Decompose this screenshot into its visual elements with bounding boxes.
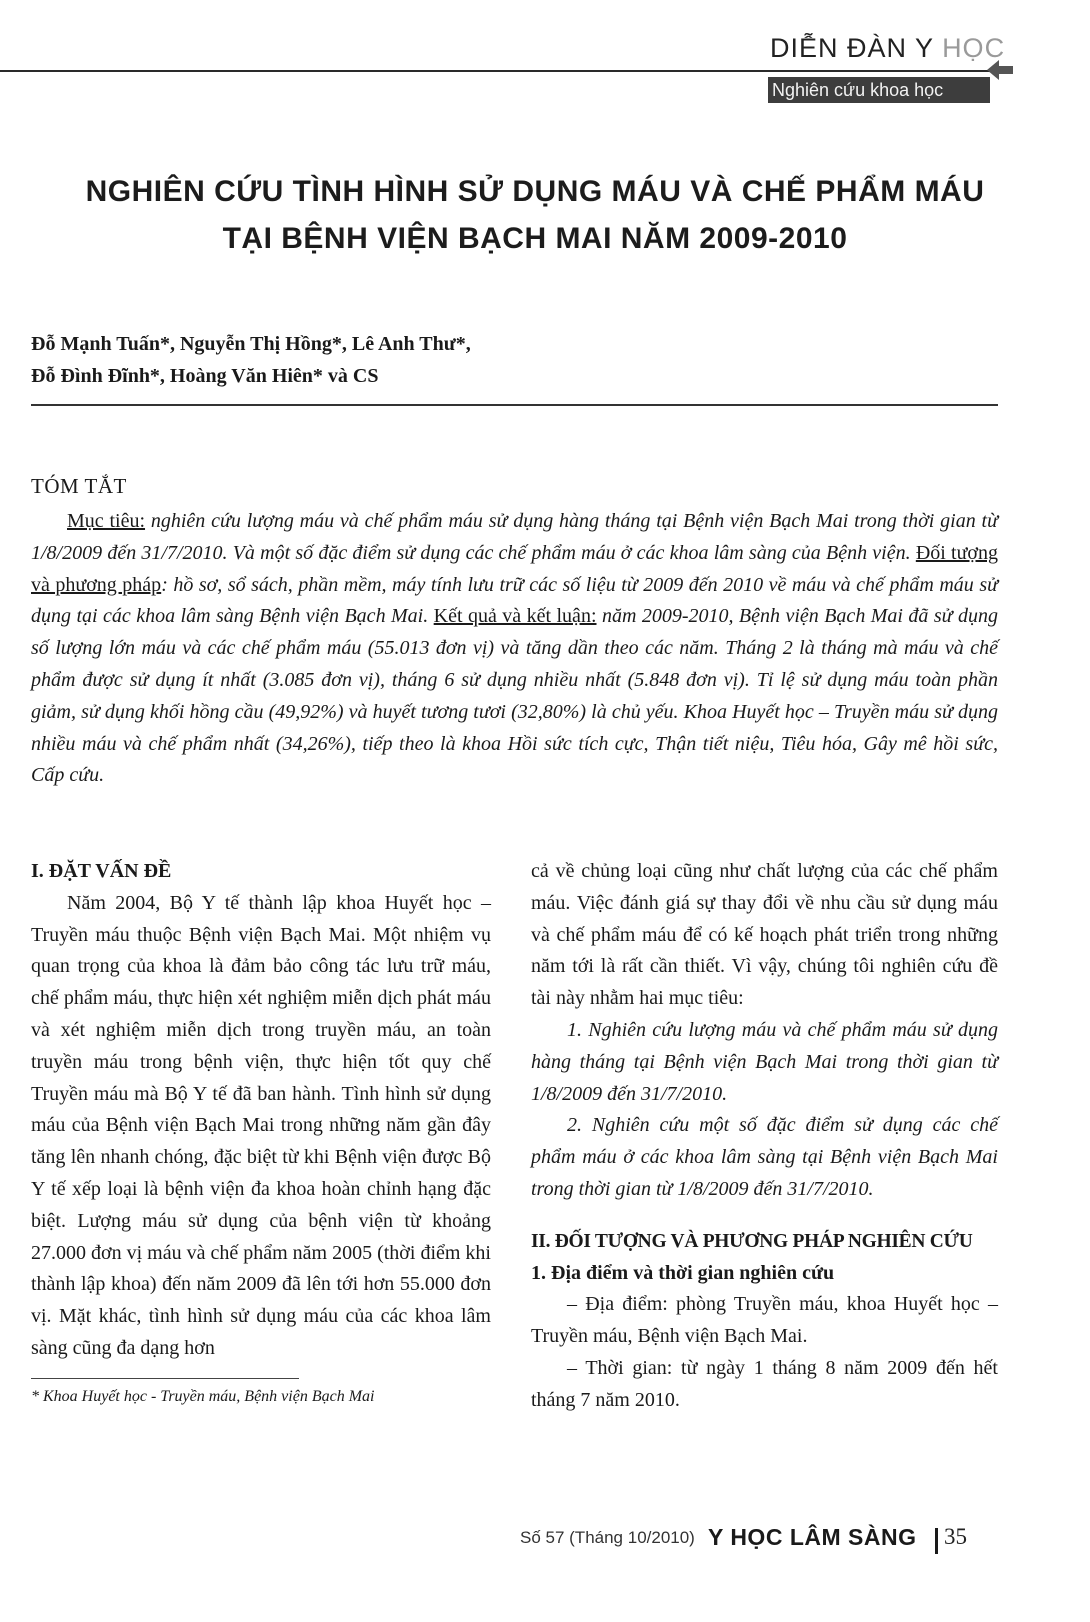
- author-list: [31, 328, 831, 392]
- abstract-key-objective: Mục tiêu:: [67, 510, 146, 532]
- footer-separator: [935, 1528, 938, 1554]
- page-number: 35: [944, 1524, 967, 1549]
- intro-paragraph: Năm 2004, Bộ Y tế thành lập khoa Huyết học – Truyền máu thuộc Bệnh viện Bạch Mai. Một nhiệm vụ quan trọng của khoa là đảm bảo công tác lưu trữ máu, chế phẩm máu, thực hiện xét nghiệm miễn dịch phát máu và xét nghiệm miễn dịch trong truyền máu, an toàn truyền máu trong bệnh viện, thực hiện tốt quy chế Truyền máu mà Bộ Y tế đã ban hành. Tình hình sử dụng máu của Bệnh viện Bạch Mai trong những năm gần đây tăng lên nhanh chóng, đặc biệt từ khi Bệnh viện được Bộ Y tế xếp loại là bệnh viện đa khoa hoàn chỉnh hạng đặc biệt. Lượng máu sử dụng của bệnh viện từ khoảng 27.000 đơn vị máu và chế phẩm năm 2005 (thời điểm khi thành lập khoa) đến năm 2009 đã lên tới hơn 55.000 đơn vị. Mặt khác, tình hình sử dụng máu của các khoa lâm sàng cũng đa dạng hơn: [31, 891, 491, 1359]
- bullet-location: – Địa điểm: phòng Truyền máu, khoa Huyết học – Truyền máu, Bệnh viện Bạch Mai.: [531, 1293, 998, 1348]
- abstract-key-methods: Đối tượng và phương pháp: [31, 541, 998, 596]
- footnote: * Khoa Huyết học - Truyền máu, Bệnh viện Bạch Mai: [31, 1388, 375, 1405]
- authors-divider: [31, 404, 998, 406]
- article-title: [20, 168, 1050, 262]
- issue-label: Số 57 (Tháng 10/2010): [520, 1528, 695, 1547]
- authors-line-1: Đỗ Mạnh Tuấn*, Nguyễn Thị Hồng*, Lê Anh Thư*,: [31, 333, 471, 355]
- objective-2: 2. Nghiên cứu một số đặc điểm sử dụng các chế phẩm máu ở các khoa lâm sàng tại Bệnh viện Bạch Mai trong thời gian từ 1/8/2009 đến 31/7/2010.: [531, 1114, 998, 1200]
- objective-1: 1. Nghiên cứu lượng máu và chế phẩm máu sử dụng hàng tháng tại Bệnh viện Bạch Mai trong thời gian từ 1/8/2009 đến 31/7/2010.: [531, 1018, 998, 1105]
- right-column: [531, 856, 998, 1417]
- header-rule: [0, 70, 990, 72]
- intro-continuation: cả về chủng loại cũng như chất lượng của các chế phẩm máu. Việc đánh giá sự thay đổi về nhu cầu sử dụng máu và chế phẩm máu để có kế hoạch phát triển trong những năm tới là rất cần thiết. Vì vậy, chúng tôi nghiên cứu đề tài này nhằm hai mục tiêu:: [531, 860, 998, 1010]
- journal-section-subtitle: Nghiên cứu khoa học: [768, 77, 990, 103]
- footnote-rule: [31, 1378, 299, 1379]
- authors-line-2: Đỗ Đình Đĩnh*, Hoàng Văn Hiên* và CS: [31, 365, 379, 387]
- bullet-time: – Thời gian: từ ngày 1 tháng 8 năm 2009 đến hết tháng 7 năm 2010.: [531, 1356, 998, 1411]
- abstract-heading: TÓM TẮT: [31, 474, 127, 498]
- abstract-body: Mục tiêu: nghiên cứu lượng máu và chế phẩm máu sử dụng hàng tháng tại Bệnh viện Bạch Mai trong thời gian từ 1/8/2009 đến 31/7/2010. Và một số đặc điểm sử dụng các chế phẩm máu ở các khoa lâm sàng của Bệnh viện. Đối tượng và phương pháp: hồ sơ, sổ sách, phần mềm, máy tính lưu trữ các số liệu từ 2009 đến 2010 về máu và chế phẩm máu sử dụng tại các khoa lâm sàng Bệnh viện Bạch Mai. Kết quả và kết luận: năm 2009-2010, Bệnh viện Bạch Mai đã sử dụng số lượng lớn máu và các chế phẩm máu (55.013 đơn vị) và tăng dần theo các năm. Tháng 2 là tháng mà máu và chế phẩm được sử dụng ít nhất (3.085 đơn vị), tháng 6 sử dụng nhiều nhất (5.848 đơn vị). Tỉ lệ sử dụng máu toàn phần giảm, sử dụng khối hồng cầu (49,92%) và huyết tương tươi (32,80%) là chủ yếu. Khoa Huyết học – Truyền máu sử dụng nhiều máu và chế phẩm nhất (34,26%), tiếp theo là khoa Hồi sức tích cực, Thận tiết niệu, Tiêu hóa, Gây mê hồi sức, Cấp cứu.: [31, 510, 999, 787]
- journal-section-title: DIỄN ĐÀN Y HỌC: [770, 33, 1006, 63]
- abstract-key-results: Kết quả và kết luận:: [433, 605, 597, 628]
- subsection-heading-location: 1. Địa điểm và thời gian nghiên cứu: [531, 1261, 835, 1284]
- journal-name: Y HỌC LÂM SÀNG: [708, 1524, 917, 1550]
- title-line-2: TẠI BỆNH VIỆN BẠCH MAI NĂM 2009-2010: [222, 222, 848, 255]
- arrow-left-icon: [985, 50, 1015, 90]
- title-line-1: NGHIÊN CỨU TÌNH HÌNH SỬ DỤNG MÁU VÀ CHẾ PHẨM MÁU: [85, 175, 985, 208]
- section-heading-introduction: I. ĐẶT VẤN ĐỀ: [31, 860, 172, 882]
- left-column: [31, 856, 491, 1365]
- section-heading-methods: II. ĐỐI TƯỢNG VÀ PHƯƠNG PHÁP NGHIÊN CỨU: [531, 1230, 973, 1252]
- page-footer: [520, 1524, 1000, 1556]
